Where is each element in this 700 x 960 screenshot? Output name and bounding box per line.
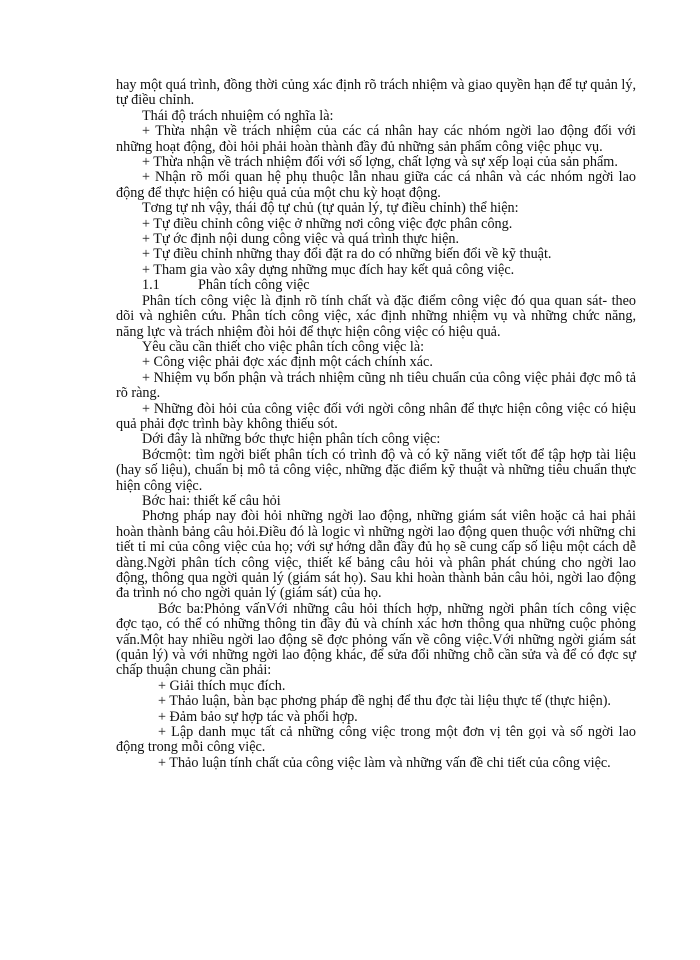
step-paragraph: Bớc ba:Phỏng vấnVới những câu hỏi thích hợp, những ngời phân tích công việc đợc tạo, có thể có những thông tin đầy đủ và chính xác hơn thông qua những cuộc phỏng vấn.Một hay nhiều ngời lao động sẽ đợc phỏng vấn về công việc.Với những ngời giám sát (quản lý) và với những ngời lao động khác, để sửa đổi những chỗ cần sửa và để có đợc sự chấp thuận chung cần phải: (116, 600, 636, 679)
list-item: + Tự ớc định nội dung công việc và quá trình thực hiện. (142, 231, 460, 248)
paragraph: Phơng pháp nay đòi hỏi những ngời lao động, những giám sát viên hoặc cả hai phải hoàn thành bảng câu hỏi.Điều đó là logic vì những ngời lao động quen thuộc với những chi tiết tỉ mỉ của công việc của họ; với sự hớng dẫn đầy đủ họ sẽ cung cấp số liệu một cách dễ dàng.Ngời phân tích công việc, thiết kế bảng câu hỏi và phân phát chúng cho ngời lao động, thông qua ngời quản lý (giám sát họ). Sau khi hoàn thành bản câu hỏi, ngời lao động đa trình nó cho ngời quản lý (giám sát) của họ. (116, 508, 636, 602)
step-heading: Bớc hai: thiết kế câu hỏi (142, 492, 281, 509)
list-item: + Thảo luận tính chất của công việc làm và những vấn đề chi tiết của công việc. (158, 754, 611, 771)
list-item: + Nhiệm vụ bổn phận và trách nhiệm cũng nh tiêu chuẩn của công việc phải đợc mô tả rõ ràng. (116, 369, 636, 402)
list-item: + Lập danh mục tất cả những công việc trong một đơn vị tên gọi và số ngời lao động trong mỗi công việc. (116, 724, 636, 756)
list-item: + Công việc phải đợc xác định một cách chính xác. (142, 354, 433, 371)
paragraph: + Thừa nhận về trách nhiệm đối với số lợng, chất lợng và sự xếp loại của sản phẩm. (142, 154, 618, 171)
list-item: + Tự điều chỉnh công việc ở những nơi công việc đợc phân công. (142, 215, 513, 232)
list-item: + Tự điều chỉnh những thay đổi đặt ra do có những biến đổi về kỹ thuật. (142, 246, 552, 263)
list-item: + Tham gia vào xây dựng những mục đích hay kết quả công việc. (142, 261, 515, 278)
paragraph: Thái độ trách nhuiệm có nghĩa là: (142, 107, 334, 124)
paragraph: Dới đây là những bớc thực hiện phân tích công việc: (142, 431, 441, 448)
list-item: + Thảo luận, bàn bạc phơng pháp đề nghị để thu đợc tài liệu thực tế (thực hiện). (158, 693, 611, 710)
paragraph: Phân tích công việc là định rõ tính chất và đặc điểm công việc đó qua quan sát- theo dõi và nghiên cứu. Phân tích công việc, xác định những nhiệm vụ và những chức năng, năng lực và trách nhiệm đòi hỏi để thực hiện công việc có hiệu quả. (116, 292, 636, 340)
list-item: + Đảm bảo sự hợp tác và phối hợp. (158, 708, 358, 725)
step-paragraph: Bớcmột: tìm ngời biết phân tích có trình độ và có kỹ năng viết tốt để tập hợp tài liệu (hay số liệu), chuẩn bị mô tả công việc, những đặc điểm kỹ thuật và những tiêu chuẩn thực hiện công việc. (116, 446, 636, 494)
section-title: Phân tích công việc (198, 277, 310, 294)
section-number: 1.1 (142, 277, 160, 294)
paragraph: + Thừa nhận về trách nhiệm của các cá nhân hay các nhóm ngời lao động đối với những hoạt động, đòi hỏi phải hoàn thành đầy đủ những sản phẩm công việc phục vụ. (116, 123, 636, 155)
body-text (116, 78, 636, 771)
paragraph: + Nhận rõ mối quan hệ phụ thuộc lẫn nhau giữa các cá nhân và các nhóm ngời lao động để thực hiện có hiệu quả của một chu kỳ hoạt động. (116, 169, 636, 201)
list-item: + Những đòi hỏi của công việc đối với ngời công nhân để thực hiện công việc có hiệu quả phải đợc trình bày không thiếu sót. (116, 400, 636, 432)
paragraph: hay một quá trình, đồng thời củng xác định rõ trách nhiệm và giao quyền hạn để tự quản lý, tự điều chỉnh. (116, 77, 636, 109)
paragraph: Tơng tự nh vậy, thái độ tự chủ (tự quản lý, tự điều chỉnh) thể hiện: (142, 200, 519, 217)
paragraph: Yêu cầu cần thiết cho việc phân tích công việc là: (142, 338, 425, 355)
list-item: + Giải thích mục đích. (158, 677, 286, 694)
section-heading (116, 278, 636, 293)
